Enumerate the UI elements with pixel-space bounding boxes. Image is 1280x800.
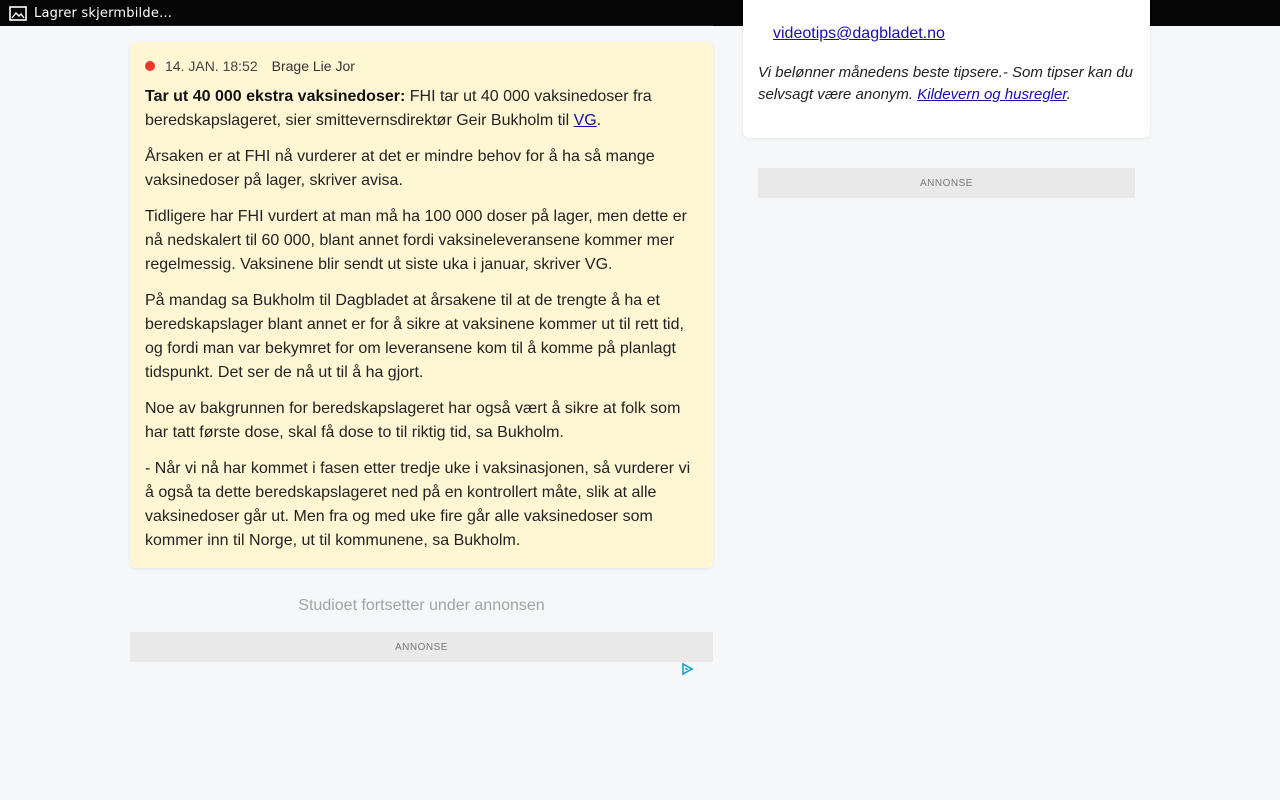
entry-timestamp: 14. JAN. 18:52 xyxy=(165,58,258,74)
lead-tail: . xyxy=(596,112,602,129)
entry-meta xyxy=(145,58,355,74)
reward-text-tail: . xyxy=(1066,86,1071,103)
live-dot-icon xyxy=(145,61,155,71)
entry-author: Brage Lie Jor xyxy=(271,58,355,74)
paragraph: Noe av bakgrunnen for beredskapslageret har også vært å sikre at folk som har tatt første dose, skal få dose to til riktig tid, sa Bukholm. xyxy=(145,400,681,441)
reward-text-body: Vi belønner månedens beste tipsere.- Som tipser kan du selvsagt være anonym. xyxy=(758,64,1133,103)
status-text: Lagrer skjermbilde… xyxy=(34,5,173,21)
live-entry-card xyxy=(130,42,713,568)
tips-card xyxy=(743,0,1150,138)
entry-body xyxy=(145,85,700,565)
ad-label-sidebar: ANNONSE xyxy=(758,168,1135,198)
vg-link[interactable]: VG xyxy=(573,112,597,129)
tips-email-link[interactable]: videotips@dagbladet.no xyxy=(773,25,945,42)
paragraph: Tidligere har FHI vurdert at man må ha 100 000 doser på lager, men dette er nå nedskalert til 60 000, blant annet fordi vaksineleveransene kommer mer regelmessig. Vaksinene blir sendt ut siste uka i januar, skriver VG. xyxy=(145,208,687,273)
ad-label-feed: ANNONSE xyxy=(130,632,713,662)
paragraph: - Når vi nå har kommet i fasen etter tredje uke i vaksinasjonen, så vurderer vi å også ta dette beredskapslageret ned på en kontrollert måte, slik at alle vaksinedoser går ut. Men fra og med uke fire går alle vaksinedoser som kommer inn til Norge, ut til kommunene, sa Bukholm. xyxy=(145,460,691,549)
source-protection-link[interactable]: Kildevern og husregler xyxy=(917,86,1067,103)
reward-text xyxy=(758,62,1138,106)
lead-text: FHI tar ut 40 000 vaksinedoser fra beredskapslageret, sier smittevernsdirektør Geir Bukholm til xyxy=(145,88,652,129)
paragraph: Årsaken er at FHI nå vurderer at det er mindre behov for å ha så mange vaksinedoser på lager, skriver avisa. xyxy=(145,148,655,189)
paragraph: På mandag sa Bukholm til Dagbladet at årsakene til at de trengte å ha et beredskapslager blant annet er for å sikre at vaksinene kommer ut til rett tid, og fordi man var bekymret for om leveransene kom til å komme på planlagt tidspunkt. Det ser de nå ut til å ha gjort. xyxy=(145,292,684,381)
lead-bold: Tar ut 40 000 ekstra vaksinedoser: xyxy=(145,88,406,105)
lead-paragraph xyxy=(145,85,700,133)
divider xyxy=(130,25,713,26)
adchoices-icon[interactable] xyxy=(680,662,694,676)
image-icon xyxy=(9,6,27,21)
continue-note: Studioet fortsetter under annonsen xyxy=(298,597,545,614)
